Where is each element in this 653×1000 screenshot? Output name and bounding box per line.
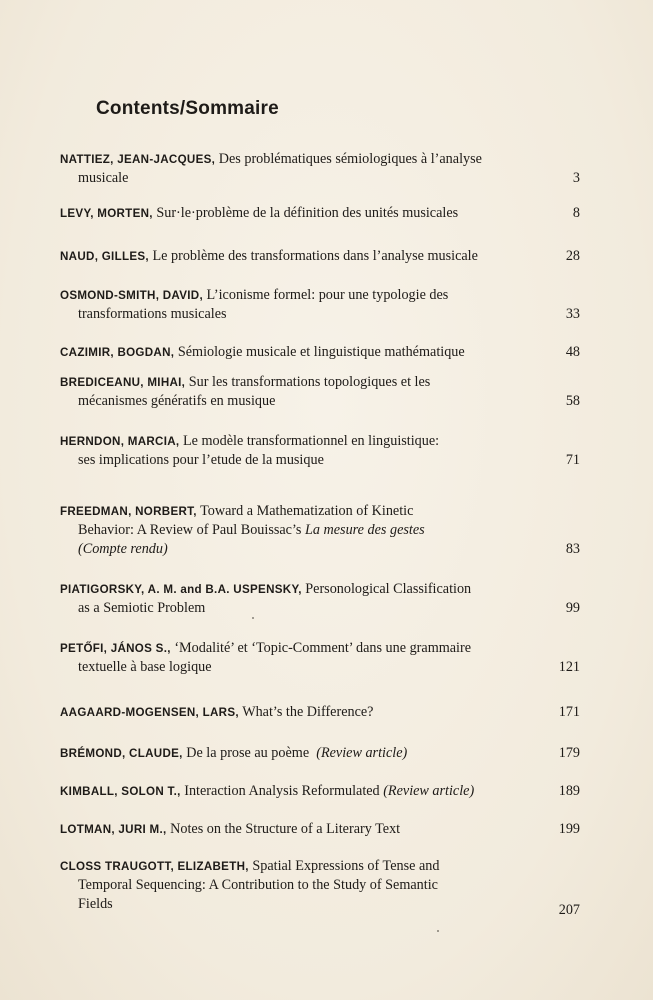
entry-author: BRÉMOND, CLAUDE, bbox=[60, 747, 183, 760]
entry-author: FREEDMAN, NORBERT, bbox=[60, 505, 197, 518]
toc-entry[interactable] bbox=[60, 639, 580, 677]
entry-author: NATTIEZ, JEAN-JACQUES, bbox=[60, 153, 216, 166]
toc-entry[interactable] bbox=[60, 703, 580, 722]
entry-title-cont: transformations musicales bbox=[78, 306, 227, 322]
toc-entry[interactable] bbox=[60, 286, 580, 324]
entry-title-cont: Temporal Sequencing: A Contribution to the Study of Semantic bbox=[78, 877, 438, 893]
entry-title: Toward a Mathematization of Kinetic bbox=[200, 503, 414, 519]
entry-author: LEVY, MORTEN, bbox=[60, 207, 153, 220]
entry-title: Spatial Expressions of Tense and bbox=[252, 858, 440, 874]
entry-title-italic: La mesure des gestes bbox=[304, 522, 425, 538]
toc-entry[interactable] bbox=[60, 502, 580, 559]
toc-entry[interactable] bbox=[60, 820, 580, 839]
entry-note-italic: (Compte rendu) bbox=[78, 541, 168, 557]
entry-page: 71 bbox=[565, 452, 580, 468]
entry-author: HERNDON, MARCIA, bbox=[60, 435, 180, 448]
entry-title-cont: mécanismes génératifs en musique bbox=[78, 393, 276, 409]
entry-title-italic: (Review article) bbox=[316, 745, 408, 761]
entry-page: 33 bbox=[565, 306, 580, 322]
entry-title-cont: musicale bbox=[78, 170, 129, 186]
entry-page: 121 bbox=[558, 659, 580, 675]
entry-page: 179 bbox=[558, 745, 580, 761]
toc-entry[interactable] bbox=[60, 373, 580, 411]
entry-title: Le problème des transformations dans l’analyse musicale bbox=[152, 248, 478, 264]
entry-title-cont: textuelle à base logique bbox=[78, 659, 212, 675]
entry-page: 48 bbox=[565, 344, 580, 360]
entry-title: Notes on the Structure of a Literary Text bbox=[170, 821, 401, 837]
toc-entry[interactable] bbox=[60, 782, 580, 801]
entry-title: Sur les transformations topologiques et les bbox=[188, 374, 431, 390]
entry-page: 3 bbox=[572, 170, 580, 186]
entry-title: Des problématiques sémiologiques à l’analyse bbox=[218, 151, 482, 167]
entry-page: 28 bbox=[565, 248, 580, 264]
entry-title: Sémiologie musicale et linguistique mathématique bbox=[177, 344, 465, 360]
entry-title: Personological Classification bbox=[305, 581, 472, 597]
entry-page: 189 bbox=[558, 783, 580, 799]
entry-author: KIMBALL, SOLON T., bbox=[60, 785, 181, 798]
toc-entry[interactable] bbox=[60, 343, 580, 362]
print-speck bbox=[252, 617, 254, 619]
entry-page: 171 bbox=[558, 704, 580, 720]
show-through-text bbox=[360, 92, 363, 108]
toc-entry[interactable] bbox=[60, 247, 580, 266]
entry-author: AAGAARD-MOGENSEN, LARS, bbox=[60, 706, 239, 719]
entry-page: 199 bbox=[558, 821, 580, 837]
toc-entry[interactable] bbox=[60, 204, 580, 223]
print-speck bbox=[437, 930, 439, 932]
entry-author: OSMOND-SMITH, DAVID, bbox=[60, 289, 203, 302]
page-title: Contents/Sommaire bbox=[96, 98, 279, 119]
entry-page: 99 bbox=[565, 600, 580, 616]
toc-entry[interactable] bbox=[60, 432, 580, 470]
entry-title: Sur·le·problème de la définition des unités musicales bbox=[156, 205, 459, 221]
entry-author: BREDICEANU, MIHAI, bbox=[60, 376, 186, 389]
entry-title: Le modèle transformationnel en linguistique: bbox=[183, 433, 440, 449]
entry-author: LOTMAN, JURI M., bbox=[60, 823, 167, 836]
entry-title: ‘Modalité’ et ‘Topic-Comment’ dans une grammaire bbox=[174, 640, 472, 656]
toc-entry[interactable] bbox=[60, 744, 580, 763]
entry-title: Interaction Analysis Reformulated bbox=[184, 783, 380, 799]
entry-title: De la prose au poème bbox=[186, 745, 310, 761]
entry-title-cont: ses implications pour l’etude de la musique bbox=[78, 452, 324, 468]
entry-page: 58 bbox=[565, 393, 580, 409]
entry-author: CAZIMIR, BOGDAN, bbox=[60, 346, 175, 359]
entry-author: PIATIGORSKY, A. M. and B.A. USPENSKY, bbox=[60, 583, 302, 596]
entry-title-cont: Behavior: A Review of Paul Bouissac’s bbox=[78, 522, 302, 538]
entry-title: L’iconisme formel: pour une typologie des bbox=[206, 287, 449, 303]
entry-page: 83 bbox=[565, 541, 580, 557]
entry-author: PETŐFI, JÁNOS S., bbox=[60, 642, 171, 655]
entry-author: CLOSS TRAUGOTT, ELIZABETH, bbox=[60, 860, 249, 873]
entry-title: What’s the Difference? bbox=[242, 704, 374, 720]
entry-title-italic: (Review article) bbox=[383, 783, 475, 799]
toc-entry[interactable] bbox=[60, 857, 580, 918]
entry-page: 207 bbox=[558, 902, 580, 918]
entry-title-cont: as a Semiotic Problem bbox=[78, 600, 206, 616]
entry-page: 8 bbox=[572, 205, 580, 221]
toc-entry[interactable] bbox=[60, 150, 580, 188]
entry-author: NAUD, GILLES, bbox=[60, 250, 149, 263]
entry-title-cont: Fields bbox=[78, 896, 113, 912]
toc-entry[interactable] bbox=[60, 580, 580, 618]
